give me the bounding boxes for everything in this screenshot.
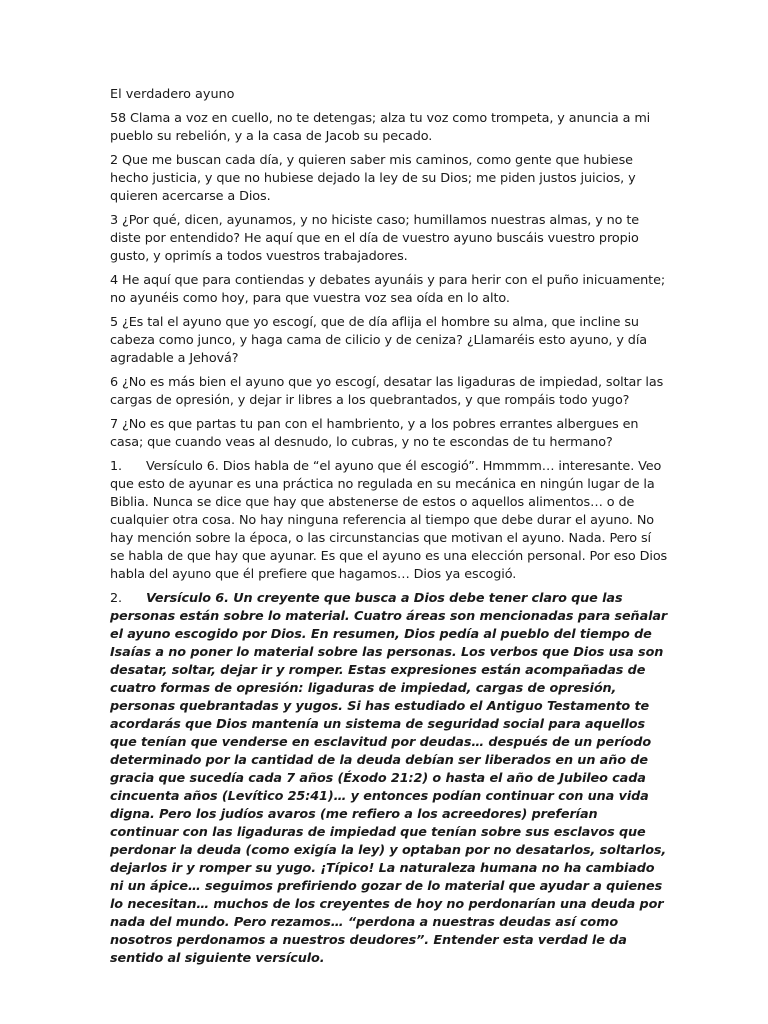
verse-6: 6 ¿No es más bien el ayuno que yo escogí, desatar las ligaduras de impiedad, soltar las cargas de opresión, y dejar ir libres a los quebrantados, y que rompáis todo yugo? — [110, 375, 664, 408]
verse-7: 7 ¿No es que partas tu pan con el hambriento, y a los pobres errantes albergues en casa; que cuando veas al desnudo, lo cubras, y no te escondas de tu hermano? — [110, 417, 639, 450]
verse-4: 4 He aquí que para contiendas y debates ayunáis y para herir con el puño inicuamente; no ayunéis como hoy, para que vuestra voz sea oída en lo alto. — [110, 273, 666, 306]
note-1-text: Versículo 6. Dios habla de “el ayuno que él escogió”. Hmmmm… interesante. Veo que esto de ayunar es una práctica no regulada en su mecánica en ningún lugar de la Biblia. Nunca se dice que hay que abstenerse de estos o aquellos alimentos… o de cualquier otra cosa. No hay ninguna referencia al tiempo que debe durar el ayuno. No hay mención sobre la época, o las circunstancias que motivan el ayuno. Nada. Pero sí se habla de que hay que ayunar. Es que el ayuno es una elección personal. Por eso Dios habla del ayuno que él prefiere que hagamos… Dios ya escogió. — [110, 459, 668, 582]
note-2-text: Versículo 6. Un creyente que busca a Dios debe tener claro que las personas están sobre lo material. Cuatro áreas son mencionadas para señalar el ayuno escogido por Dios. En resumen, Dios pedía al pueblo del tiempo de Isaías a no poner lo material sobre las personas. Los verbos que Dios usa son desatar, soltar, dejar ir y romper. Estas expresiones están acompañadas de cuatro formas de opresión: ligaduras de impiedad, cargas de opresión, personas quebrantadas y yugos. Si has estudiado el Antiguo Testamento te acordarás que Dios mantenía un sistema de seguridad social para aquellos que tenían que venderse en esclavitud por deudas… después de un período determinado por la cantidad de la deuda debían ser liberados en un año de gracia que sucedía cada 7 años (Éxodo 21:2) o hasta el año de Jubileo cada cincuenta años (Levítico 25:41)… y entonces podían continuar con una vida digna. Pero los judíos avaros (me refiero a los acreedores) preferían continuar con las ligaduras de impiedad que tenían sobre sus esclavos que perdonar la deuda (como exigía la ley) y optaban por no desatarlos, soltarlos, dejarlos ir y romper su yugo. ¡Típico! La naturaleza humana no ha cambiado ni un ápice… seguimos prefiriendo gozar de lo material que ayudar a quienes lo necesitan… muchos de los creyentes de hoy no perdonarían una deuda por nada del mundo. Pero rezamos… “perdona a nuestras deudas así como nosotros perdonamos a nuestros deudores”. Entender esta verdad le da sentido al siguiente versículo. — [110, 591, 668, 966]
document-title: El verdadero ayuno — [110, 87, 235, 102]
note-2 — [110, 590, 668, 968]
note-1-number: 1. — [110, 459, 123, 474]
note-1 — [110, 458, 668, 584]
verse-5: 5 ¿Es tal el ayuno que yo escogí, que de día aflija el hombre su alma, que incline su cabeza como junco, y haga cama de cilicio y de ceniza? ¿Llamaréis esto ayuno, y día agradable a Jehová? — [110, 315, 648, 366]
verse-3: 3 ¿Por qué, dicen, ayunamos, y no hiciste caso; humillamos nuestras almas, y no te diste por entendido? He aquí que en el día de vuestro ayuno buscáis vuestro propio gusto, y oprimís a todos vuestros trabajadores. — [110, 213, 640, 264]
note-2-number: 2. — [110, 591, 123, 606]
verse-58: 58 Clama a voz en cuello, no te detengas; alza tu voz como trompeta, y anuncia a mi pueblo su rebelión, y a la casa de Jacob su pecado. — [110, 111, 651, 144]
verse-2: 2 Que me buscan cada día, y quieren saber mis caminos, como gente que hubiese hecho justicia, y que no hubiese dejado la ley de su Dios; me piden justos juicios, y quieren acercarse a Dios. — [110, 153, 636, 204]
